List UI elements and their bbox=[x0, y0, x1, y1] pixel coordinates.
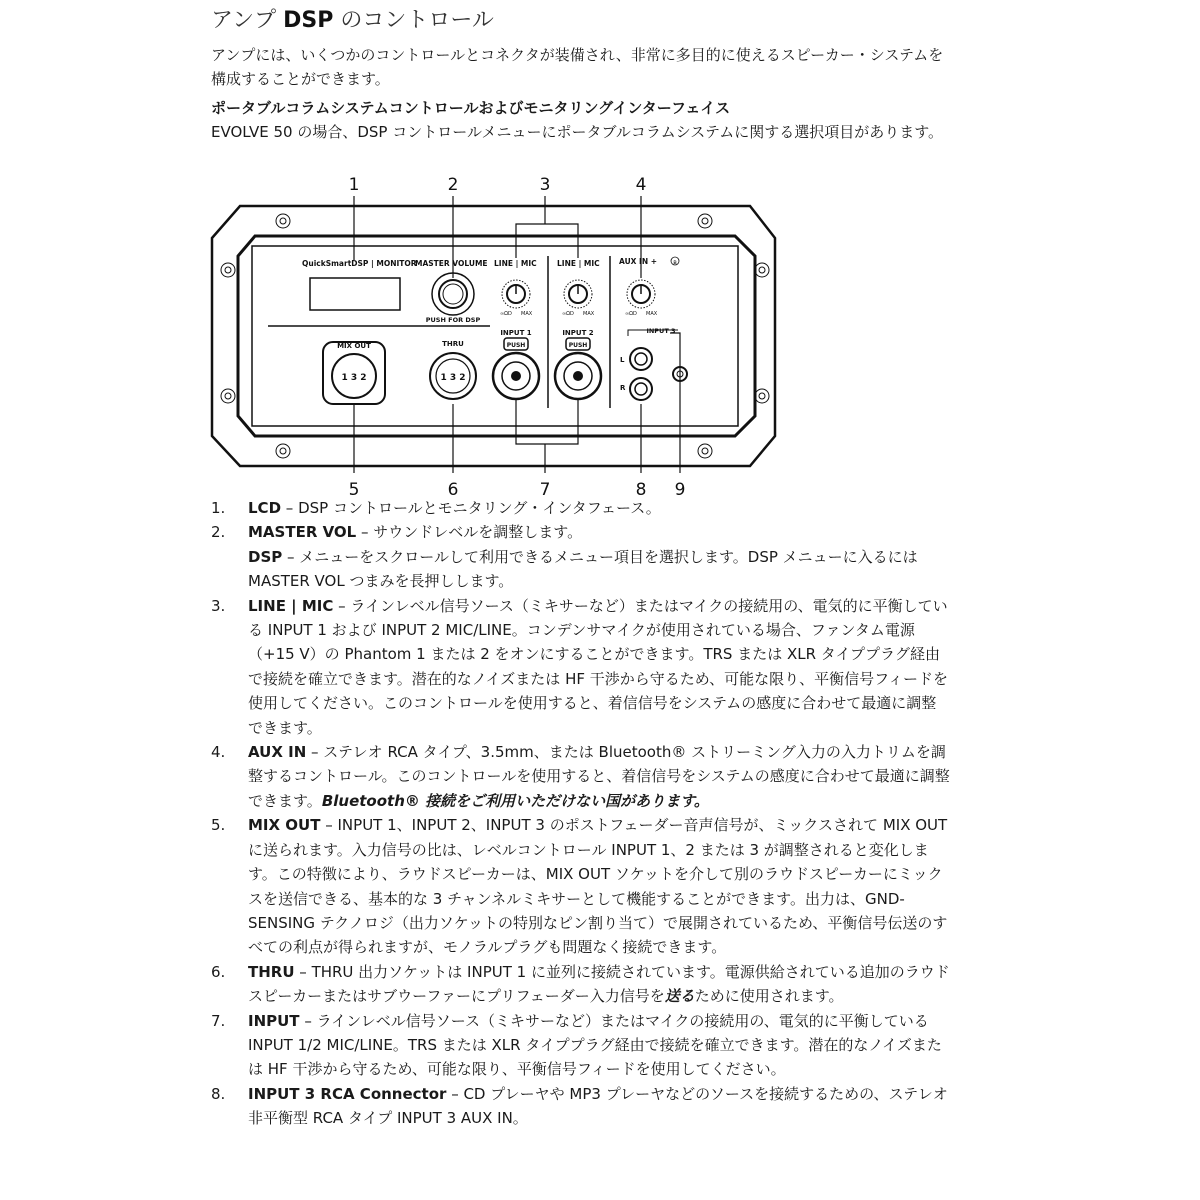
master-volume-label: MASTER VOLUME bbox=[415, 259, 488, 268]
item-term: MIX OUT bbox=[248, 816, 321, 835]
item-number: 3. bbox=[211, 596, 226, 615]
callout-7: 7 bbox=[539, 480, 551, 498]
section-heading: ポータブルコラムシステムコントロールおよびモニタリングインターフェイス bbox=[211, 99, 731, 117]
rca-left-label: L bbox=[620, 356, 625, 364]
panel-outer-frame bbox=[212, 206, 775, 466]
callout-2: 2 bbox=[447, 175, 459, 195]
intro-paragraph: アンプには、いくつかのコントロールとコネクタが装備され、非常に多目的に使えるスピーカー・システムを構成することができます。 bbox=[211, 46, 944, 88]
item-subentry bbox=[248, 545, 951, 594]
item-term: LINE | MIC bbox=[248, 596, 334, 615]
title-bold: DSP bbox=[283, 8, 334, 33]
item-term: INPUT 3 RCA Connector bbox=[248, 1084, 447, 1103]
push-for-dsp-label: PUSH FOR DSP bbox=[425, 316, 481, 324]
item-number: 4. bbox=[211, 743, 226, 762]
item-number: 8. bbox=[211, 1084, 226, 1103]
rca-right-label: R bbox=[620, 384, 626, 392]
push-label-input1: PUSH bbox=[506, 342, 526, 349]
item-term: INPUT bbox=[248, 1011, 300, 1030]
list-item bbox=[211, 1009, 951, 1082]
item-text: – ステレオ RCA タイプ、3.5mm、または Bluetooth® ストリーミング入力の入力トリムを調整するコントロール。このコントロールを使用すると、着信信号をシステムの感度に合わせて最適に調整できます。 bbox=[248, 743, 950, 810]
item-number: 6. bbox=[211, 962, 226, 981]
item-term: AUX IN bbox=[248, 743, 307, 762]
list-item bbox=[211, 496, 951, 520]
item-text-cont: ために使用されます。 bbox=[694, 987, 844, 1006]
knob-max-label: MAX bbox=[646, 311, 658, 317]
callout-8: 8 bbox=[635, 480, 647, 498]
callout-9: 9 bbox=[674, 480, 686, 498]
callout-1: 1 bbox=[348, 175, 360, 195]
item-number: 2. bbox=[211, 523, 226, 542]
item-term: THRU bbox=[248, 962, 295, 981]
title-suffix: のコントロール bbox=[333, 8, 494, 33]
item-text: – INPUT 1、INPUT 2、INPUT 3 のポストフェーダー音声信号が、ミックスされて MIX OUT に送られます。入力信号の比は、レベルコントロール INPUT 1、2 または 3 が調整されると変化します。この特徴により、ラウドスピーカーは、MIX OUT ソケットを介して別のラウドスピーカーにミックスを送信できる、基本的な 3 チャンネルミキサーとして機能することができます。出力は、GND-SENSING テクノロジ（出力ソケットの特別なピン割り当て）で展開されているため、平衡信号伝送のすべての利点が得られますが、モノラルプラグも問題なく接続できます。 bbox=[248, 816, 948, 957]
item-text: – サウンドレベルを調整します。 bbox=[356, 523, 583, 542]
input3-label: INPUT 3 bbox=[646, 327, 676, 335]
list-item bbox=[211, 740, 951, 813]
item-sub-term: DSP bbox=[248, 547, 283, 566]
input1-combo-core bbox=[511, 371, 521, 381]
callout-5: 5 bbox=[348, 480, 360, 498]
item-emphasis: Bluetooth® 接続をご利用いただけない国があります。 bbox=[321, 791, 709, 810]
page-title bbox=[211, 3, 494, 34]
title-prefix: アンプ bbox=[211, 8, 284, 33]
input2-combo-core bbox=[573, 371, 583, 381]
knob-min-label: ∞ΩD bbox=[625, 311, 637, 317]
knob-min-label: ∞ΩD bbox=[500, 311, 512, 317]
item-text: – DSP コントロールとモニタリング・インタフェース。 bbox=[281, 499, 661, 517]
list-item bbox=[211, 520, 951, 593]
callout-4: 4 bbox=[635, 175, 647, 195]
item-number: 7. bbox=[211, 1011, 226, 1030]
mix-out-pins: 1 3 2 bbox=[341, 373, 367, 383]
list-item bbox=[211, 960, 951, 1009]
thru-label: THRU bbox=[442, 340, 464, 348]
knob-max-label: MAX bbox=[583, 311, 595, 317]
bluetooth-glyph: ʙ bbox=[673, 259, 677, 266]
push-label-input2: PUSH bbox=[568, 342, 588, 349]
thru-pins: 1 3 2 bbox=[440, 373, 466, 383]
item-text: – ラインレベル信号ソース（ミキサーなど）またはマイクの接続用の、電気的に平衡している INPUT 1/2 MIC/LINE。TRS または XLR タイププラグ経由で接続を確立できます。潜在的なノイズまたは HF 干渉から守るため、可能な限り、平衡信号フィードを使用してください。 bbox=[248, 1011, 942, 1079]
item-sub-text: – メニューをスクロールして利用できるメニュー項目を選択します。DSP メニューに入るには MASTER VOL つまみを長押しします。 bbox=[248, 547, 918, 591]
list-item bbox=[211, 594, 951, 740]
callout-3: 3 bbox=[539, 175, 551, 195]
item-text: – ラインレベル信号ソース（ミキサーなど）またはマイクの接続用の、電気的に平衡している INPUT 1 および INPUT 2 MIC/LINE。コンデンサマイクが使用されている場合、ファンタム電源（+15 V）の Phantom 1 または 2 をオンにすることができます。TRS または XLR タイププラグ経由で接続を確立できます。潜在的なノイズまたは HF 干渉から守るため、可能な限り、平衡信号フィードを使用してください。このコントロールを使用すると、着信信号をシステムの感度に合わせて最適に調整できます。 bbox=[248, 596, 948, 737]
control-list bbox=[211, 496, 951, 1131]
callout-6: 6 bbox=[447, 480, 459, 498]
amp-panel-diagram bbox=[200, 168, 790, 498]
knob-max-label: MAX bbox=[521, 311, 533, 317]
mix-out-label: MIX OUT bbox=[337, 342, 371, 350]
item-number: 1. bbox=[211, 499, 226, 517]
item-term: MASTER VOL bbox=[248, 523, 357, 542]
line-mic-label-2: LINE | MIC bbox=[557, 259, 600, 268]
input2-label: INPUT 2 bbox=[562, 329, 594, 337]
section-body: EVOLVE 50 の場合、DSP コントロールメニューにポータブルコラムシステムに関する選択項目があります。 bbox=[211, 123, 944, 141]
monitor-label: QuickSmartDSP | MONITOR bbox=[302, 259, 417, 268]
aux-in-label: AUX IN + bbox=[619, 257, 658, 266]
item-emphasis: 送る bbox=[664, 987, 695, 1006]
item-text: – CD プレーヤや MP3 プレーヤなどのソースを接続するための、ステレオ非平衡型 RCA タイプ INPUT 3 AUX IN。 bbox=[248, 1084, 948, 1128]
item-term: LCD bbox=[248, 499, 282, 517]
item-number: 5. bbox=[211, 816, 226, 835]
list-item bbox=[211, 1082, 951, 1131]
line-mic-label-1: LINE | MIC bbox=[494, 259, 537, 268]
list-item bbox=[211, 813, 951, 959]
input1-label: INPUT 1 bbox=[500, 329, 532, 337]
knob-min-label: ∞ΩD bbox=[562, 311, 574, 317]
item-text: – THRU 出力ソケットは INPUT 1 に並列に接続されています。電源供給されている追加のラウドスピーカーまたはサブウーファーにプリフェーダー入力信号を bbox=[248, 962, 950, 1006]
